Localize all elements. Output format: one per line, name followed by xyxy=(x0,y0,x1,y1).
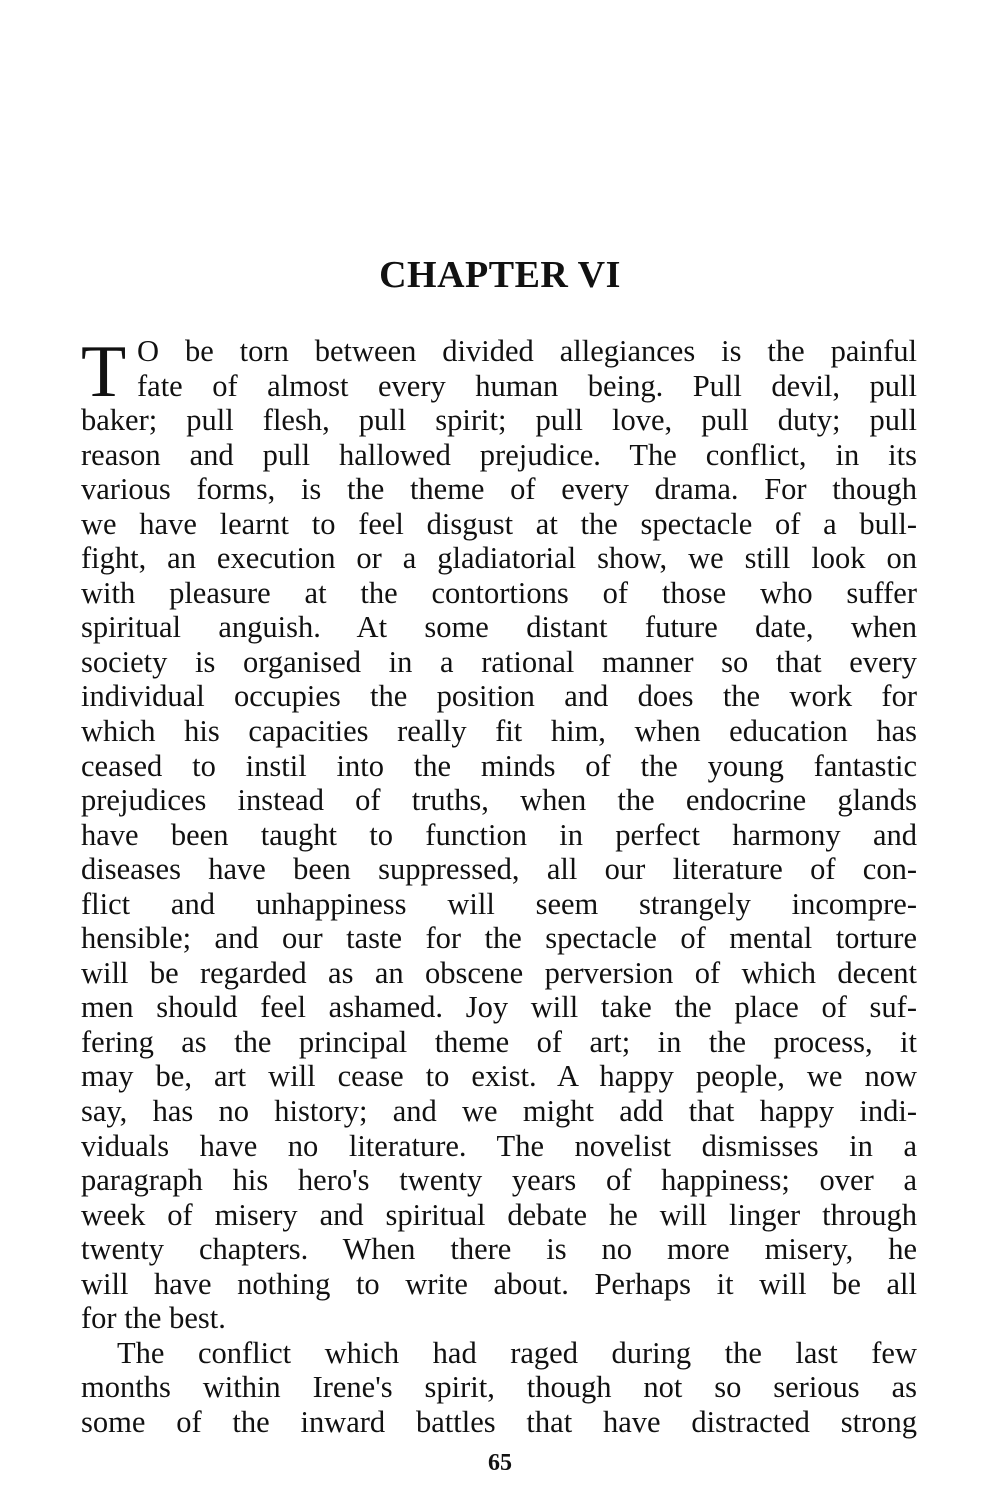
chapter-heading: CHAPTER VI xyxy=(379,254,621,296)
text-line: spiritual anguish. At some distant future date, when xyxy=(81,610,917,645)
text-line: have been taught to function in perfect harmony and xyxy=(81,817,917,852)
text-line: we have learnt to feel disgust at the spectacle of a bull- xyxy=(81,506,917,541)
text-line: various forms, is the theme of every drama. For though xyxy=(81,472,917,507)
text-line: men should feel ashamed. Joy will take the place of suf- xyxy=(81,990,917,1025)
text-line: flict and unhappiness will seem strangely incompre- xyxy=(81,886,917,921)
text-line: which his capacities really fit him, when education has xyxy=(81,714,917,749)
text-line: paragraph his hero's twenty years of happiness; over a xyxy=(81,1163,917,1198)
text-line: reason and pull hallowed prejudice. The conflict, in its xyxy=(81,437,917,472)
paragraph-1 xyxy=(81,331,917,1336)
text-line: fate of almost every human being. Pull devil, pull xyxy=(137,368,917,403)
text-line: will have nothing to write about. Perhaps it will be all xyxy=(81,1266,917,1301)
text-line: diseases have been suppressed, all our literature of con- xyxy=(81,852,917,887)
page-number: 65 xyxy=(488,1450,512,1476)
text-line: hensible; and our taste for the spectacle of mental torture xyxy=(81,921,917,956)
text-line: for the best. xyxy=(81,1301,226,1336)
text-line: individual occupies the position and does the work for xyxy=(81,679,917,714)
text-line: viduals have no literature. The novelist dismisses in a xyxy=(81,1128,917,1163)
text-line: ceased to instil into the minds of the young fantastic xyxy=(81,748,917,783)
text-line: fight, an execution or a gladiatorial show, we still look on xyxy=(81,541,917,576)
text-line: with pleasure at the contortions of those who suffer xyxy=(81,575,917,610)
text-line: some of the inward battles that have distracted strong xyxy=(81,1404,917,1439)
paragraph-2 xyxy=(81,1336,917,1440)
text-line: will be regarded as an obscene perversion of which decent xyxy=(81,955,917,990)
drop-cap: T xyxy=(81,331,127,413)
text-line: The conflict which had raged during the last few xyxy=(117,1335,917,1370)
text-line: society is organised in a rational manner so that every xyxy=(81,644,917,679)
text-line: fering as the principal theme of art; in the process, it xyxy=(81,1024,917,1059)
text-line: baker; pull flesh, pull spirit; pull love, pull duty; pull xyxy=(81,403,917,438)
text-line: week of misery and spiritual debate he will linger through xyxy=(81,1197,917,1232)
text-line: months within Irene's spirit, though not so serious as xyxy=(81,1370,917,1405)
text-line: twenty chapters. When there is no more misery, he xyxy=(81,1232,917,1267)
text-line: O be torn between divided allegiances is the painful xyxy=(137,334,917,368)
text-line: say, has no history; and we might add that happy indi- xyxy=(81,1094,917,1129)
text-line: prejudices instead of truths, when the endocrine glands xyxy=(81,783,917,818)
text-line: may be, art will cease to exist. A happy people, we now xyxy=(81,1059,917,1094)
body-text xyxy=(81,331,917,1440)
